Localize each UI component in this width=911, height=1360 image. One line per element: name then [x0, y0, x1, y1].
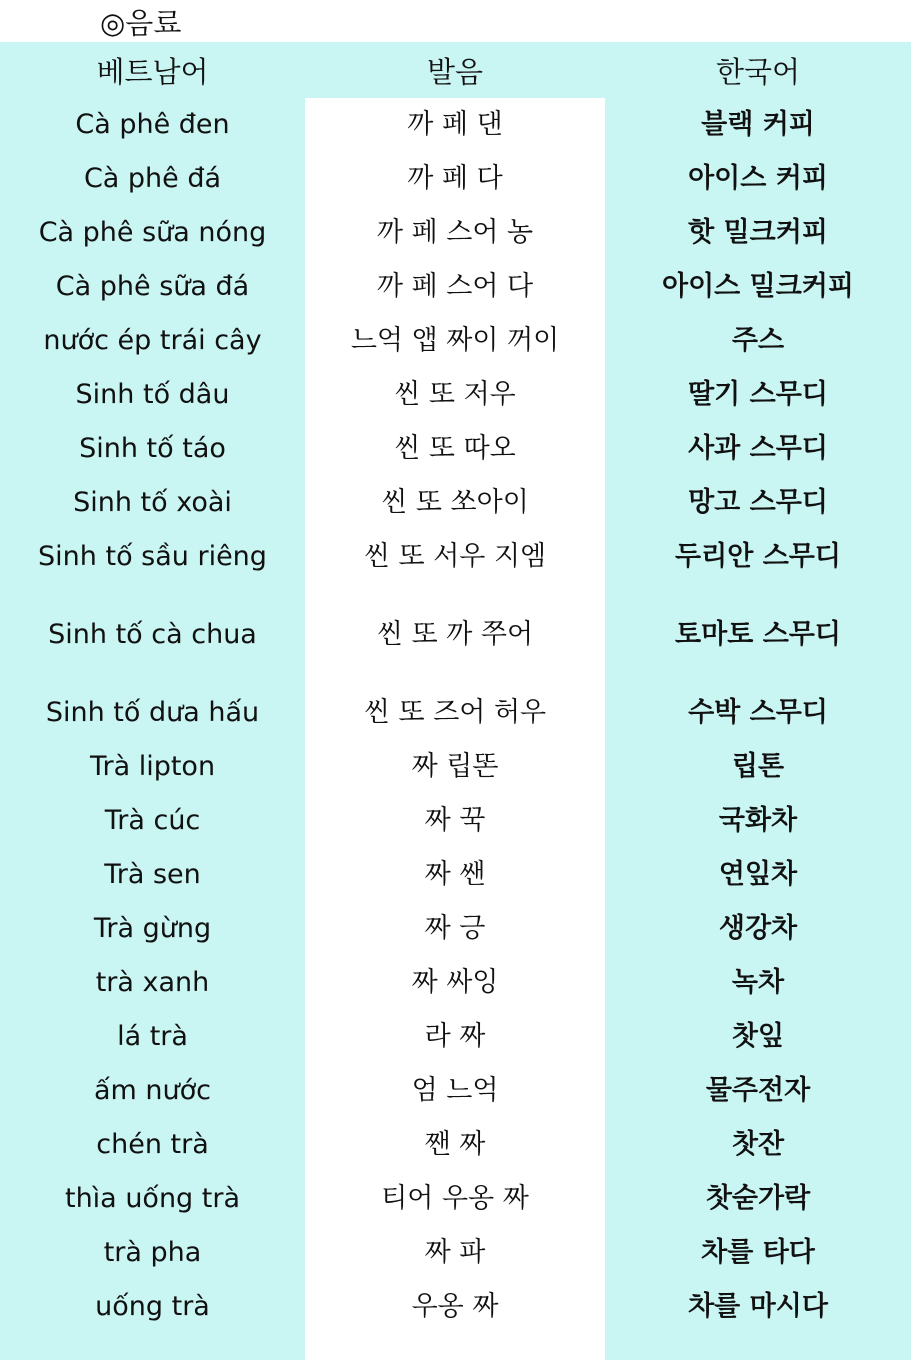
cell-vietnamese: Trà gừng	[93, 913, 212, 944]
cell-pronunciation: 짜 긍	[424, 913, 486, 944]
cell-pronunciation: 짼 짜	[424, 1129, 486, 1160]
cell-korean: 립톤	[731, 751, 785, 782]
cell-korean: 수박 스무디	[688, 697, 828, 728]
table-body	[0, 98, 911, 1360]
cell-korean: 연잎차	[718, 859, 798, 890]
cell-pronunciation: 까 페 스어 다	[376, 271, 534, 302]
cell-vietnamese: Trà cúc	[104, 805, 201, 836]
cell-pronunciation: 씬 또 즈어 허우	[363, 697, 547, 728]
cell-korean: 차를 타다	[701, 1237, 815, 1268]
cell-vietnamese: Sinh tố táo	[79, 433, 226, 464]
cell-korean: 찻잔	[731, 1129, 785, 1160]
cell-korean: 녹차	[731, 967, 785, 998]
cell-korean: 생강차	[718, 913, 798, 944]
column-pronunciation	[305, 98, 605, 1360]
column-header-pronunciation: 발음	[426, 54, 484, 89]
cell-vietnamese: Cà phê sữa đá	[55, 271, 250, 302]
cell-pronunciation: 티어 우옹 짜	[381, 1183, 529, 1214]
cell-pronunciation: 짜 파	[424, 1237, 486, 1268]
cell-vietnamese: trà xanh	[95, 967, 210, 998]
cell-vietnamese: trà pha	[103, 1237, 202, 1268]
column-header-vietnamese: 베트남어	[96, 54, 209, 89]
cell-pronunciation: 씬 또 서우 지엠	[363, 541, 547, 572]
column-korean	[605, 98, 911, 1360]
cell-vietnamese: Trà lipton	[89, 751, 216, 782]
cell-vietnamese: Trà sen	[104, 859, 201, 890]
cell-korean: 찻잎	[731, 1021, 785, 1052]
cell-korean: 두리안 스무디	[675, 541, 841, 572]
cell-korean: 사과 스무디	[688, 433, 828, 464]
cell-vietnamese: Cà phê đá	[83, 163, 222, 194]
page-title: ◎음료	[100, 5, 182, 40]
cell-vietnamese: Sinh tố sầu riêng	[38, 541, 267, 572]
cell-korean: 주스	[731, 325, 785, 356]
cell-pronunciation: 까 페 댄	[407, 109, 503, 140]
cell-vietnamese: Sinh tố dâu	[75, 379, 230, 410]
table-header	[0, 42, 911, 98]
cell-vietnamese: Cà phê sữa nóng	[38, 217, 267, 248]
cell-korean: 핫 밀크커피	[688, 217, 828, 248]
cell-pronunciation: 씬 또 저우	[394, 379, 516, 410]
cell-korean: 국화차	[718, 805, 798, 836]
cell-korean: 찻숟가락	[705, 1183, 811, 1214]
cell-pronunciation: 라 짜	[424, 1021, 486, 1052]
cell-pronunciation: 짜 립똔	[411, 751, 499, 782]
cell-vietnamese: uống trà	[95, 1291, 210, 1322]
cell-vietnamese: Sinh tố cà chua	[48, 619, 257, 650]
cell-vietnamese: ấm nước	[93, 1075, 212, 1106]
cell-vietnamese: chén trà	[96, 1129, 209, 1160]
cell-pronunciation: 짜 쌘	[424, 859, 486, 890]
column-header-korean: 한국어	[715, 54, 801, 89]
cell-pronunciation: 느억 앱 짜이 꺼이	[350, 325, 560, 356]
cell-vietnamese: thìa uống trà	[64, 1183, 241, 1214]
cell-pronunciation: 씬 또 따오	[394, 433, 516, 464]
cell-korean: 블랙 커피	[701, 109, 815, 140]
cell-pronunciation: 까 페 스어 농	[376, 217, 534, 248]
cell-korean: 토마토 스무디	[675, 619, 841, 650]
cell-vietnamese: Cà phê đen	[75, 109, 230, 140]
cell-vietnamese: nước ép trái cây	[43, 325, 262, 356]
cell-pronunciation: 짜 꾹	[424, 805, 486, 836]
cell-pronunciation: 까 페 다	[407, 163, 503, 194]
cell-pronunciation: 짜 싸잉	[411, 967, 499, 998]
cell-vietnamese: Sinh tố xoài	[73, 487, 232, 518]
cell-vietnamese: Sinh tố dưa hấu	[45, 697, 260, 728]
column-vietnamese	[0, 98, 305, 1360]
cell-pronunciation: 우옹 짜	[411, 1291, 499, 1322]
cell-korean: 차를 마시다	[688, 1291, 828, 1322]
sheet-title-row	[0, 0, 911, 42]
cell-korean: 망고 스무디	[688, 487, 828, 518]
cell-pronunciation: 씬 또 쏘아이	[381, 487, 529, 518]
cell-korean: 아이스 커피	[688, 163, 828, 194]
cell-pronunciation: 엄 느억	[411, 1075, 499, 1106]
cell-korean: 물주전자	[705, 1075, 811, 1106]
cell-vietnamese: lá trà	[117, 1021, 188, 1052]
cell-pronunciation: 씬 또 까 쭈어	[376, 619, 534, 650]
cell-korean: 아이스 밀크커피	[662, 271, 854, 302]
cell-korean: 딸기 스무디	[688, 379, 828, 410]
